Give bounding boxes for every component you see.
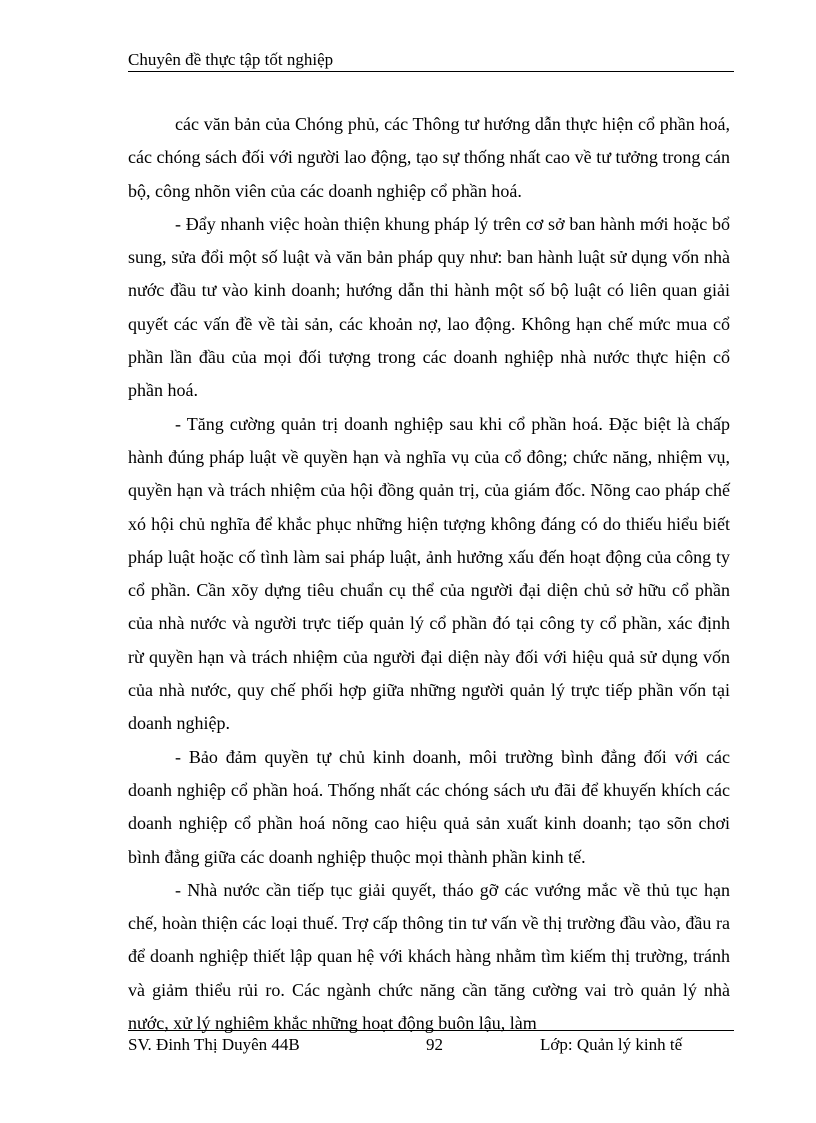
page-footer	[128, 1034, 734, 1084]
paragraph: - Bảo đảm quyền tự chủ kinh doanh, môi trường bình đẳng đối với các doanh nghiệp cổ phần hoá. Thống nhất các chóng sách ưu đãi để khuyến khích các doanh nghiệp cổ phần hoá nõng cao hiệu quả sản xuất kinh doanh; tạo sõn chơi bình đẳng giữa các doanh nghiệp thuộc mọi thành phần kinh tế.	[128, 746, 730, 867]
page-header-title: Chuyên đề thực tập tốt nghiệp	[128, 50, 334, 69]
footer-class-label: Lớp: Quản lý kinh tế	[540, 1035, 683, 1054]
footer-student-name: SV. Đinh Thị Duyên 44B	[128, 1035, 300, 1054]
paragraph: - Đẩy nhanh việc hoàn thiện khung pháp lý trên cơ sở ban hành mới hoặc bổ sung, sửa đổi một số luật và văn bản pháp quy như: ban hành luật sử dụng vốn nhà nước đầu tư vào kinh doanh; hướng dẫn thi hành một số bộ luật có liên quan giải quyết các vấn đề về tài sản, các khoản nợ, lao động. Không hạn chế mức mua cổ phần lần đầu của mọi đối tượng trong các doanh nghiệp nhà nước thực hiện cổ phần hoá.	[128, 213, 730, 401]
header-divider	[128, 71, 734, 72]
paragraph: - Nhà nước cần tiếp tục giải quyết, tháo gỡ các vướng mắc về thủ tục hạn chế, hoàn thiện các loại thuế. Trợ cấp thông tin tư vấn về thị trường đầu vào, đầu ra để doanh nghiệp thiết lập quan hệ với khách hàng nhằm tìm kiếm thị trường, tránh và giảm thiểu rủi ro. Các ngành chức năng cần tăng cường vai trò quản lý nhà nước, xử lý nghiêm khắc những hoạt động buôn lậu, làm	[128, 879, 730, 1034]
body-text	[128, 108, 730, 1040]
paragraph: các văn bản của Chóng phủ, các Thông tư hướng dẫn thực hiện cổ phần hoá, các chóng sách đối với người lao động, tạo sự thống nhất cao về tư tưởng trong cán bộ, công nhõn viên của các doanh nghiệp cổ phần hoá.	[128, 114, 730, 201]
paragraph: - Tăng cường quản trị doanh nghiệp sau khi cổ phần hoá. Đặc biệt là chấp hành đúng pháp luật về quyền hạn và nghĩa vụ của cổ đông; chức năng, nhiệm vụ, quyền hạn và trách nhiệm của hội đồng quản trị, của giám đốc. Nõng cao pháp chế xó hội chủ nghĩa để khắc phục những hiện tượng không đáng có do thiếu hiểu biết pháp luật hoặc cố tình làm sai pháp luật, ảnh hưởng xấu đến hoạt động của công ty cổ phần. Cần xõy dựng tiêu chuẩn cụ thể của người đại diện chủ sở hữu cổ phần của nhà nước và người trực tiếp quản lý cổ phần đó tại công ty cổ phần, xác định rừ quyền hạn và trách nhiệm của người đại diện này đối với hiệu quả sử dụng vốn của nhà nước, quy chế phối hợp giữa những người quản lý trực tiếp phần vốn tại doanh nghiệp.	[128, 413, 730, 734]
page-number: 92	[426, 1035, 443, 1054]
footer-divider	[128, 1030, 734, 1031]
